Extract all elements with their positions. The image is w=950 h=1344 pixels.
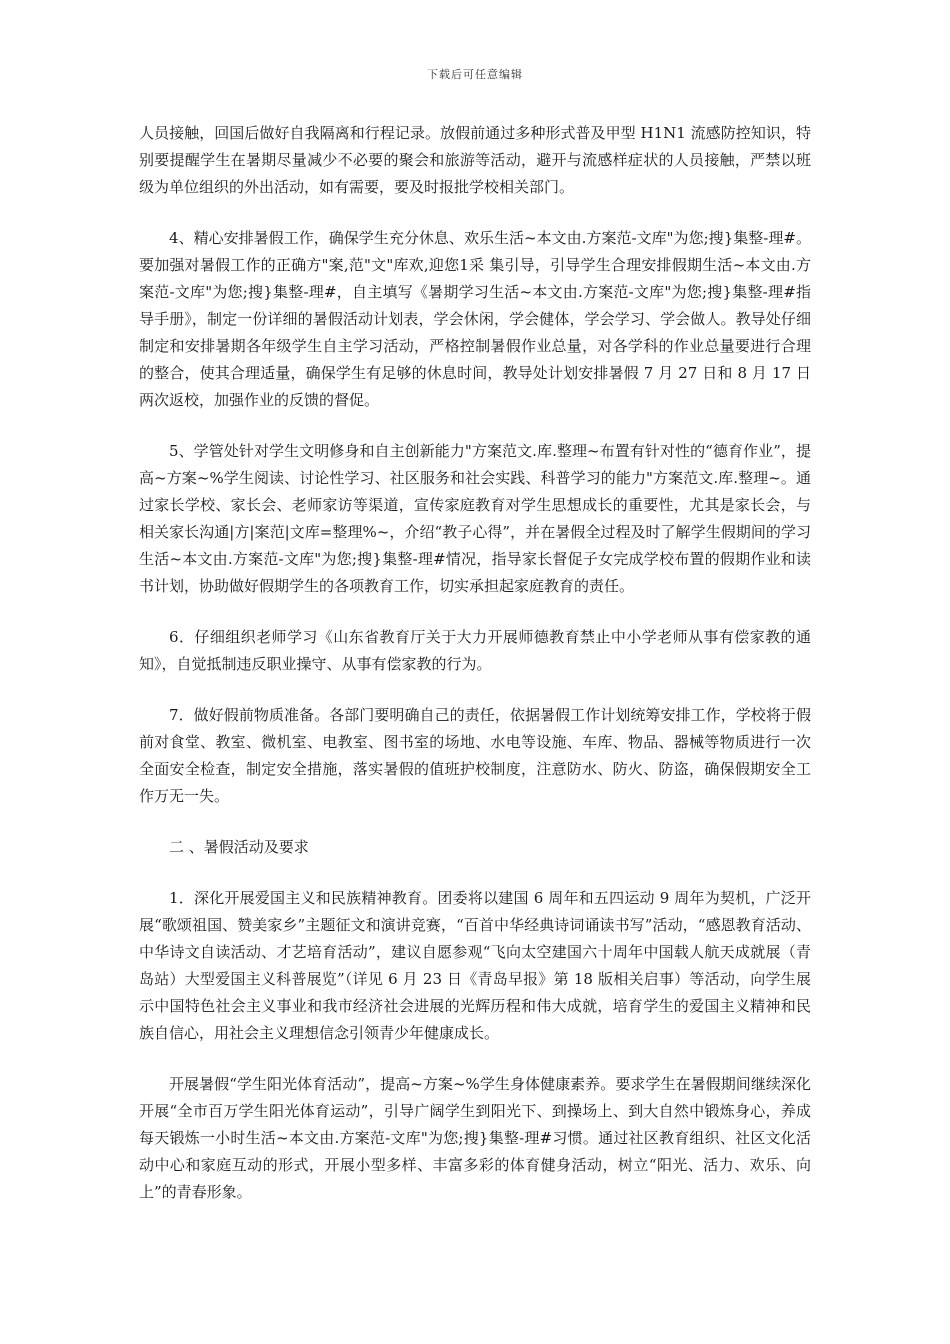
paragraph-continuation: 人员接触，回国后做好自我隔离和行程记录。放假前通过多种形式普及甲型 H1N1 流感防控知识，特别要提醒学生在暑期尽量减少不必要的聚会和旅游等活动，避开与流感样症状的人员接触，严禁以班级为单位组织的外出活动，如有需要，要及时报批学校相关部门。 (139, 124, 811, 196)
section-paragraph-1: 1．深化开展爱国主义和民族精神教育。团委将以建国 6 周年和五四运动 9 周年为契机，广泛开展“歌颂祖国、赞美家乡”主题征文和演讲竞赛，“百首中华经典诗词诵读书写”活动，“感恩教育活动、中华诗文自读活动、才艺培育活动”，建议自愿参观“飞向太空建国六十周年中国载人航天成就展（青岛站）大型爱国主义科普展览”（详见 6 月 23 日《青岛早报》第 18 版相关启事）等活动，向学生展示中国特色社会主义事业和我市经济社会进展的光辉历程和伟大成就，培育学生的爱国主义精神和民族自信心，用社会主义理想信念引领青少年健康成长。 (139, 889, 811, 1042)
paragraph-item-6: 6．仔细组织老师学习《山东省教育厅关于大力开展师德教育禁止中小学老师从事有偿家教的通知》，自觉抵制违反职业操守、从事有偿家教的行为。 (139, 628, 811, 673)
section-heading: 二 、暑假活动及要求 (169, 838, 309, 856)
paragraph-item-7: 7．做好假前物质准备。各部门要明确自己的责任，依据暑假工作计划统筹安排工作，学校将于假前对食堂、教室、微机室、电教室、图书室的场地、水电等设施、车库、物品、器械等物质进行一次全面安全检查，制定安全措施，落实暑假的值班护校制度，注意防水、防火、防盗，确保假期安全工作万无一失。 (139, 706, 811, 805)
page-header-note: 下载后可任意编辑 (427, 68, 523, 81)
document-body (139, 120, 811, 1230)
paragraph-item-5: 5、学管处针对学生文明修身和自主创新能力"方案范文.库.整理~布置有针对性的“德育作业”，提高~方案~%学生阅读、讨论性学习、社区服务和社会实践、科普学习的能力"方案范文.库.整理~。通过家长学校、家长会、老师家访等渠道，宣传家庭教育对学生思想成长的重要性，尤其是家长会，与相关家长沟通|方|案范|文库=整理%~，介绍“教子心得”，并在暑假全过程及时了解学生假期间的学习生活~本文由.方案范-文库"为您;搜}集整-理#情况，指导家长督促子女完成学校布置的假期作业和读书计划，协助做好假期学生的各项教育工作，切实承担起家庭教育的责任。 (139, 442, 811, 595)
paragraph-item-4: 4、精心安排暑假工作，确保学生充分休息、欢乐生活~本文由.方案范-文库"为您;搜}集整-理#。要加强对暑假工作的正确方"案,范"文"库欢,迎您1采 集引导，引导学生合理安排假期生活~本文由.方案范-文库"为您;搜}集整-理#，自主填写《暑期学习生活~本文由.方案范-文库"为您;搜}集整-理#指导手册》，制定一份详细的暑假活动计划表，学会休闲，学会健体，学会学习、学会做人。教导处仔细制定和安排暑期各年级学生自主学习活动，严格控制暑假作业总量，对各学科的作业总量要进行合理的整合，使其合理适量，确保学生有足够的休息时间，教导处计划安排暑假 7 月 27 日和 8 月 17 日两次返校，加强作业的反馈的督促。 (139, 229, 811, 409)
section-paragraph-2: 开展暑假“学生阳光体育活动”，提高~方案~%学生身体健康素养。要求学生在暑假期间继续深化开展“全市百万学生阳光体育运动”，引导广阔学生到阳光下、到操场上、到大自然中锻炼身心，养成每天锻炼一小时生活~本文由.方案范-文库"为您;搜}集整-理#习惯。通过社区教育组织、社区文化活动中心和家庭互动的形式，开展小型多样、丰富多彩的体育健身活动，树立“阳光、活力、欢乐、向上”的青春形象。 (139, 1075, 811, 1201)
